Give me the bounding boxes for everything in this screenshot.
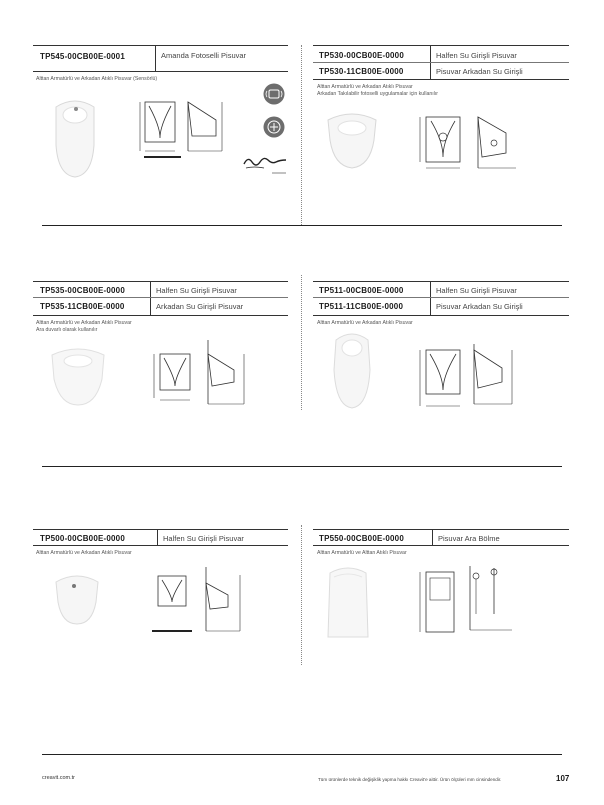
- technical-drawing-front: [418, 113, 468, 173]
- product-note: Alttan Armatürlü ve Arkadan Atıklı Pisuvar (Sensörlü): [36, 76, 158, 82]
- technical-drawing-side: [472, 113, 522, 173]
- product-note: Alttan Armatürlü ve Arkadan Atıklı Pisuvar: [36, 320, 132, 326]
- product-description: Pisuvar Ara Bölme: [438, 534, 500, 543]
- product-code: TP511-00CB00E-0000: [319, 286, 404, 295]
- product-description: Amanda Fotoselli Pisuvar: [161, 51, 247, 60]
- product-code: TP530-00CB00E-0000: [319, 51, 404, 60]
- urinal-photo: [330, 330, 375, 410]
- plus-circle-icon: [263, 116, 285, 138]
- product-code: TP550-00CB00E-0000: [319, 534, 404, 543]
- product-description: Pisuvar Arkadan Su Girişli: [436, 67, 523, 76]
- bayrampasa-logo: [242, 148, 290, 176]
- section-separator: [42, 466, 562, 467]
- technical-drawing-front: [150, 572, 195, 634]
- urinal-photo: [50, 95, 100, 180]
- technical-drawing-side: [204, 340, 254, 408]
- technical-drawing-side: [470, 342, 520, 408]
- product-description: Arkadan Su Girişli Pisuvar: [156, 302, 244, 311]
- page-number: 107: [556, 774, 570, 783]
- section-separator: [42, 754, 562, 755]
- product-description: Halfen Su Girişli Pisuvar: [436, 286, 517, 295]
- technical-drawing-side: [186, 96, 231, 161]
- footer-disclaimer: Tüm ürünlerde teknik değişiklik yapma hakkı Creavit'e aittir. Ürün ölçüleri mm cinsindendir.: [318, 777, 502, 782]
- product-note: Ara duvarlı olarak kullanılır: [36, 327, 98, 333]
- website-link[interactable]: creavit.com.tr: [42, 775, 76, 781]
- column-divider: [301, 275, 302, 410]
- product-note: Alttan Armatürlü ve Arkadan Atıklı Pisuvar: [317, 84, 413, 90]
- section-separator: [42, 225, 562, 226]
- product-note: Alttan Armatürlü ve Arkadan Atıklı Pisuvar: [317, 320, 413, 326]
- product-description: Pisuvar Arkadan Su Girişli: [436, 302, 523, 311]
- partition-photo: [326, 565, 371, 640]
- technical-drawing-front: [150, 348, 200, 408]
- urinal-photo: [52, 572, 102, 626]
- product-description: Halfen Su Girişli Pisuvar: [436, 51, 517, 60]
- product-note: Arkadan Takılabilir fotoselli uygulamalar için kullanılır: [317, 91, 439, 97]
- product-description: Halfen Su Girişli Pisuvar: [163, 534, 244, 543]
- product-code: TP530-11CB00E-0000: [319, 67, 404, 76]
- technical-drawing-front: [418, 568, 463, 636]
- product-description: Halfen Su Girişli Pisuvar: [156, 286, 237, 295]
- sensor-icon: [263, 83, 285, 105]
- urinal-photo: [48, 345, 108, 407]
- product-code: TP535-00CB00E-0000: [40, 286, 125, 295]
- technical-drawing-side: [202, 565, 247, 635]
- product-note: Alttan Armatürlü ve Arkadan Atıklı Pisuvar: [36, 550, 132, 556]
- urinal-photo: [322, 110, 382, 170]
- product-note: Alttan Armatürlü ve Alttan Atıklı Pisuvar: [317, 550, 407, 556]
- product-code: TP545-00CB00E-0001: [40, 52, 125, 61]
- technical-drawing-side: [464, 564, 519, 636]
- product-code: TP500-00CB00E-0000: [40, 534, 125, 543]
- column-divider: [301, 45, 302, 225]
- technical-drawing-front: [418, 346, 468, 410]
- product-code: TP535-11CB00E-0000: [40, 302, 125, 311]
- product-code: TP511-11CB00E-0000: [319, 302, 404, 311]
- column-divider: [301, 525, 302, 665]
- technical-drawing-front: [140, 96, 185, 161]
